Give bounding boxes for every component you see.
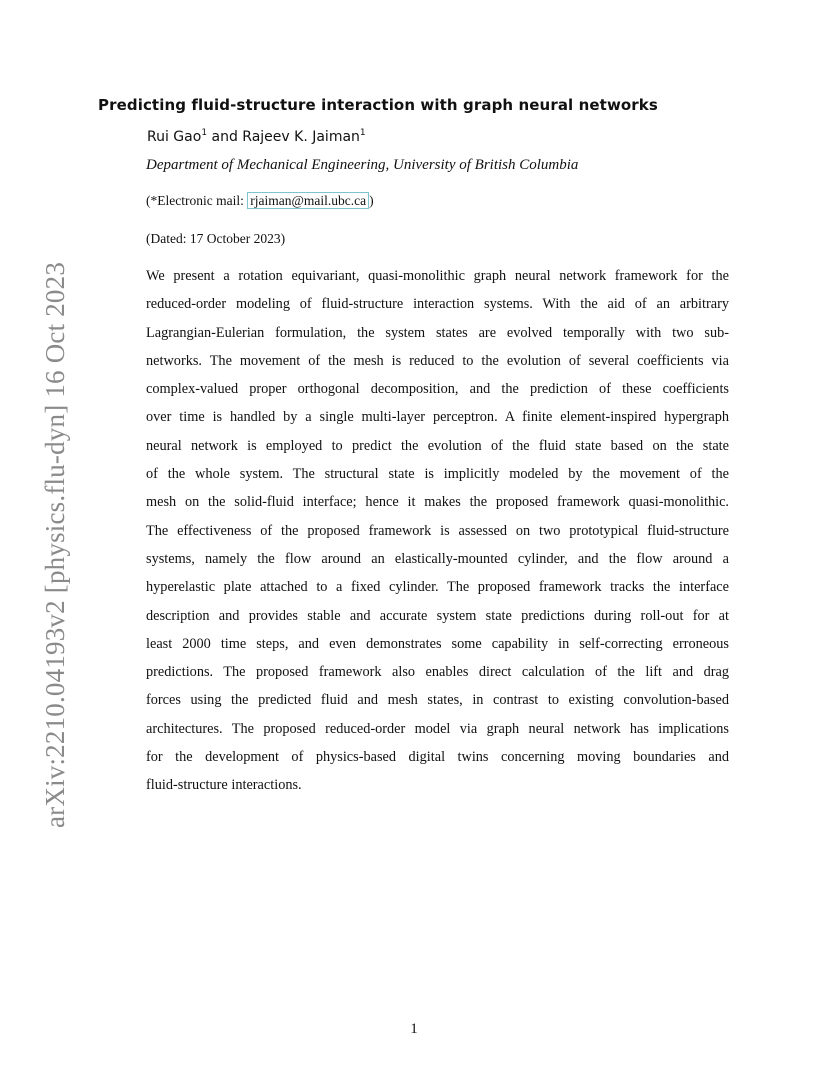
email-link[interactable]: rjaiman@mail.ubc.ca [247, 192, 369, 209]
abstract-line: for the development of physics-based digital twins concerning moving boundaries and [146, 749, 729, 766]
abstract-line: of the whole system. The structural state is implicitly modeled by the movement of the [146, 466, 729, 483]
affiliation: Department of Mechanical Engineering, University of British Columbia [146, 157, 579, 173]
dated-line: (Dated: 17 October 2023) [146, 231, 286, 246]
abstract-line: reduced-order modeling of fluid-structure interaction systems. With the aid of an arbitrary [146, 296, 729, 313]
abstract-line: systems, namely the flow around an elastically-mounted cylinder, and the flow around a [146, 550, 729, 567]
author-name: Rajeev K. Jaiman [242, 129, 360, 145]
abstract-line: fluid-structure interactions. [146, 777, 302, 794]
abstract-line: Lagrangian-Eulerian formulation, the system states are evolved temporally with two sub- [146, 324, 729, 341]
email-prefix: (*Electronic mail: [146, 193, 248, 208]
abstract-line: forces using the predicted fluid and mesh states, in contrast to existing convolution-based [146, 692, 729, 709]
author-joiner: and [211, 129, 238, 145]
abstract-line: neural network is employed to predict the evolution of the fluid state based on the state [146, 437, 729, 454]
abstract [146, 262, 729, 800]
affiliation-marker: 1 [201, 128, 208, 138]
abstract-line: We present a rotation equivariant, quasi-monolithic graph neural network framework for the [146, 268, 729, 284]
author-name: Rui Gao [147, 129, 202, 145]
paper-title: Predicting fluid-structure interaction with graph neural networks [98, 96, 658, 114]
abstract-line: networks. The movement of the mesh is reduced to the evolution of several coefficients via [146, 352, 729, 369]
arxiv-identifier-stamp: arXiv:2210.04193v2 [physics.flu-dyn] 16 Oct 2023 [40, 261, 70, 828]
email-line [146, 193, 374, 209]
abstract-line: over time is handled by a single multi-layer perceptron. A finite element-inspired hypergraph [146, 409, 729, 426]
affiliation-marker: 1 [359, 128, 366, 138]
page-number: 1 [410, 1021, 418, 1037]
abstract-line: mesh on the solid-fluid interface; hence it makes the proposed framework quasi-monolithic. [146, 494, 729, 511]
abstract-line: architectures. The proposed reduced-order model via graph neural network has implications [146, 720, 729, 737]
abstract-line: predictions. The proposed framework also enables direct calculation of the lift and drag [146, 664, 729, 681]
author-list [147, 128, 366, 145]
email-suffix: ) [369, 193, 374, 208]
abstract-line: least 2000 time steps, and even demonstrates some capability in self-correcting erroneous [146, 635, 729, 652]
abstract-line: hyperelastic plate attached to a fixed cylinder. The proposed framework tracks the interface [146, 579, 729, 596]
abstract-line: description and provides stable and accurate system state predictions during roll-out for at [146, 607, 729, 624]
abstract-line: The effectiveness of the proposed framework is assessed on two prototypical fluid-structure [146, 522, 729, 539]
abstract-line: complex-valued proper orthogonal decomposition, and the prediction of these coefficients [146, 381, 729, 398]
